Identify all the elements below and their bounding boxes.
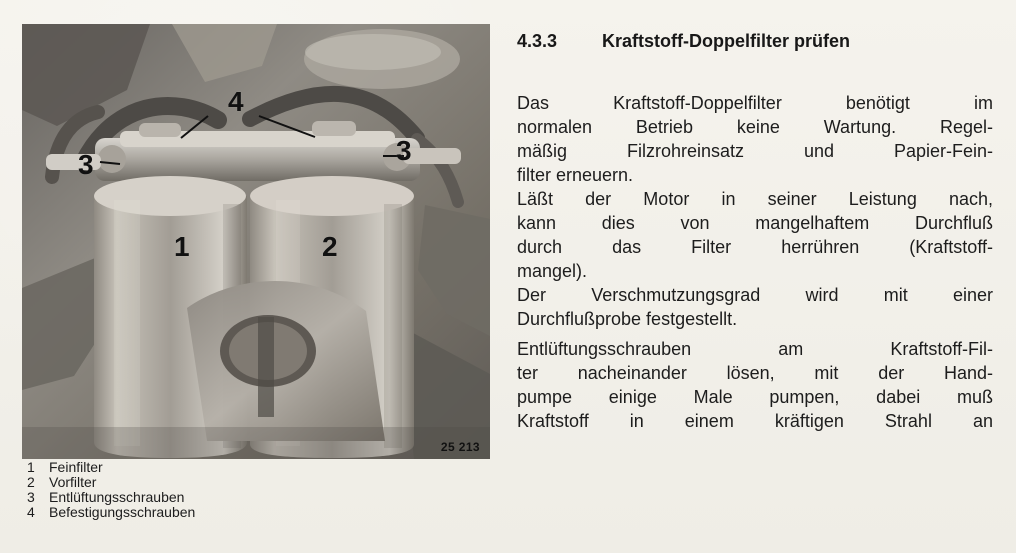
body-line: ter nacheinander lösen, mit der Hand-	[517, 363, 993, 383]
photo-label-filter-1: 1	[174, 231, 190, 262]
legend-number: 1	[27, 459, 35, 475]
body-line: Das Kraftstoff-Doppelfilter benötigt im	[517, 93, 993, 113]
photo-label-right-3: 3	[396, 135, 412, 166]
section-number: 4.3.3	[517, 31, 558, 51]
body-line: normalen Betrieb keine Wartung. Regel-	[517, 117, 993, 137]
photo-label-filter-2: 2	[322, 231, 338, 262]
figure-legend	[27, 460, 387, 520]
body-line: mangel).	[517, 261, 588, 281]
legend-number: 2	[27, 474, 35, 490]
legend-item	[27, 460, 387, 475]
legend-item	[27, 490, 387, 505]
legend-item	[27, 475, 387, 490]
body-line: Der Verschmutzungsgrad wird mit einer	[517, 285, 993, 305]
photo-label-left-3: 3	[78, 149, 94, 180]
section-heading	[517, 31, 977, 52]
body-text	[517, 91, 993, 433]
legend-item	[27, 505, 387, 520]
legend-label: Befestigungsschrauben	[49, 504, 196, 520]
photo-label-top-4: 4	[228, 86, 244, 117]
body-line: Läßt der Motor in seiner Leistung nach,	[517, 189, 993, 209]
section-title: Kraftstoff-Doppelfilter prüfen	[602, 31, 850, 51]
legend-label: Feinfilter	[49, 459, 103, 475]
legend-label: Vorfilter	[49, 474, 97, 490]
legend-number: 3	[27, 489, 35, 505]
body-line: pumpe einige Male pumpen, dabei muß	[517, 387, 993, 407]
body-line: durch das Filter herrühren (Kraftstoff-	[517, 237, 993, 257]
body-line: Durchflußprobe festgestellt.	[517, 309, 738, 329]
body-line: mäßig Filzrohreinsatz und Papier-Fein-	[517, 141, 993, 161]
body-line: kann dies von mangelhaftem Durchfluß	[517, 213, 993, 233]
image-number: 25 213	[440, 440, 480, 454]
fuel-filter-photo	[22, 24, 490, 459]
body-line: filter erneuern.	[517, 165, 634, 185]
legend-label: Entlüftungsschrauben	[49, 489, 185, 505]
body-line: Entlüftungsschrauben am Kraftstoff-Fil-	[517, 339, 993, 359]
fuel-filter-image	[22, 24, 490, 459]
body-line: Kraftstoff in einem kräftigen Strahl an	[517, 411, 993, 431]
legend-number: 4	[27, 504, 35, 520]
